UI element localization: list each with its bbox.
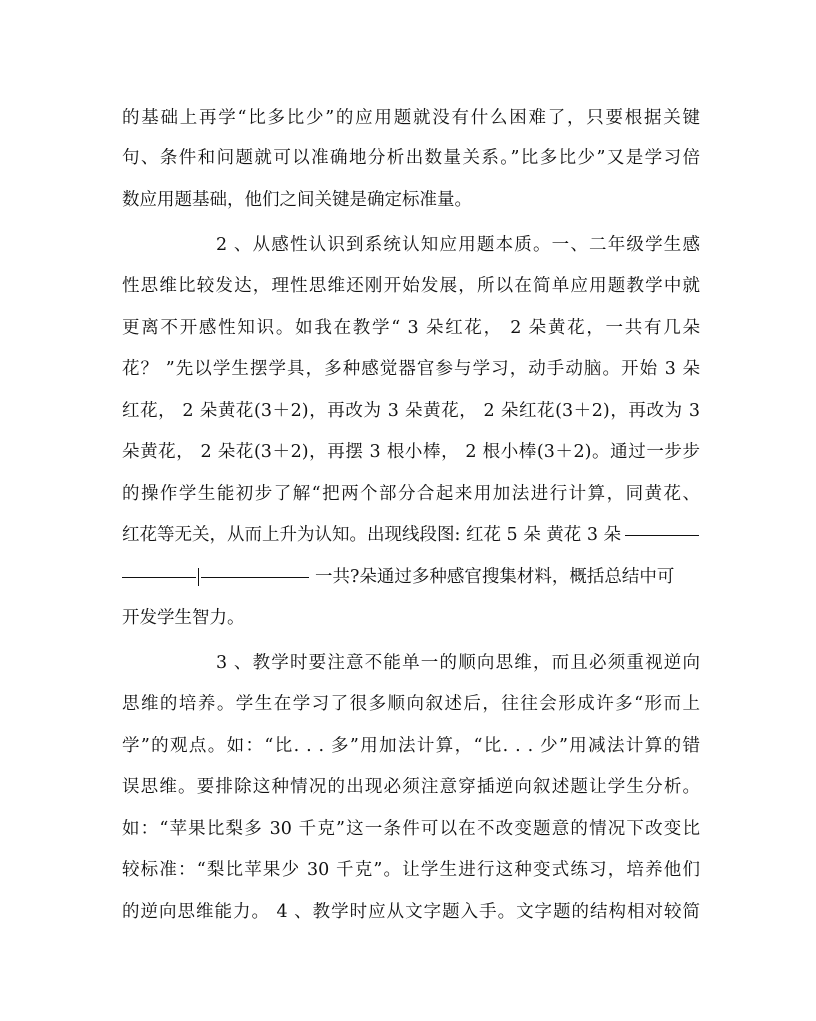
text-line: 更离不开感性知识。如我在教学“ 3 朵红花， 2 朵黄花，一共有几朵 <box>122 318 700 338</box>
segment-line <box>122 577 196 578</box>
text-line: 的逆向思维能力。 4 、教学时应从文字题入手。文字题的结构相对较简 <box>122 902 700 922</box>
text-line: 学”的观点。如：“比. . . 多”用加法计算，“比. . . 少”用减法计算的错 <box>122 736 700 756</box>
text-line: 误思维。要排除这种情况的出现必须注意穿插逆向叙述题让学生分析。 <box>122 777 700 797</box>
segment-divider <box>198 568 199 586</box>
text-line: 思维的培养。学生在学习了很多顺向叙述后，往往会形成许多“形而上 <box>122 694 700 714</box>
text-line: 的操作学生能初步了解“把两个部分合起来用加法进行计算，同黄花、 <box>122 484 700 504</box>
text-line: 红花等无关，从而上升为认知。出现线段图: 红花 5 朵 黄花 3 朵 <box>122 525 622 545</box>
text-line: 的基础上再学“比多比少”的应用题就没有什么困难了，只要根据关键 <box>122 108 700 128</box>
paragraph-start-line: 3 、教学时要注意不能单一的顺向思维，而且必须重视逆向 <box>216 653 700 673</box>
text-line: 性思维比较发达，理性思维还刚开始发展，所以在简单应用题教学中就 <box>122 276 700 296</box>
text-line: 句、条件和问题就可以准确地分析出数量关系。”比多比少”又是学习倍 <box>122 148 700 168</box>
paragraph-start-line: 2 、从感性认识到系统认知应用题本质。一、二年级学生感 <box>216 235 700 255</box>
text-line: 红花， 2 朵黄花(3＋2)，再改为 3 朵黄花， 2 朵红花(3＋2)，再改为 3 <box>122 401 700 421</box>
text-line: 如：“苹果比梨多 30 千克”这一条件可以在不改变题意的情况下改变比 <box>122 819 700 839</box>
line-segment-diagram-row <box>122 564 700 590</box>
text-line: 数应用题基础，他们之间关键是确定标准量。 <box>122 190 472 210</box>
segment-line <box>625 535 699 536</box>
line-segment-diagram-row <box>122 522 700 548</box>
text-line: 朵黄花， 2 朵花(3＋2)，再摆 3 根小棒， 2 根小棒(3＋2)。通过一步步 <box>122 442 700 462</box>
text-line: 花？ ”先以学生摆学具，多种感觉器官参与学习，动手动脑。开始 3 朵 <box>122 359 700 379</box>
text-line: 较标准：“梨比苹果少 30 千克”。让学生进行这种变式练习，培养他们 <box>122 860 700 880</box>
text-line: 一共?朵通过多种感官搜集材料，概括总结中可 <box>315 567 675 587</box>
segment-line <box>201 577 309 578</box>
text-line: 开发学生智力。 <box>122 608 245 628</box>
